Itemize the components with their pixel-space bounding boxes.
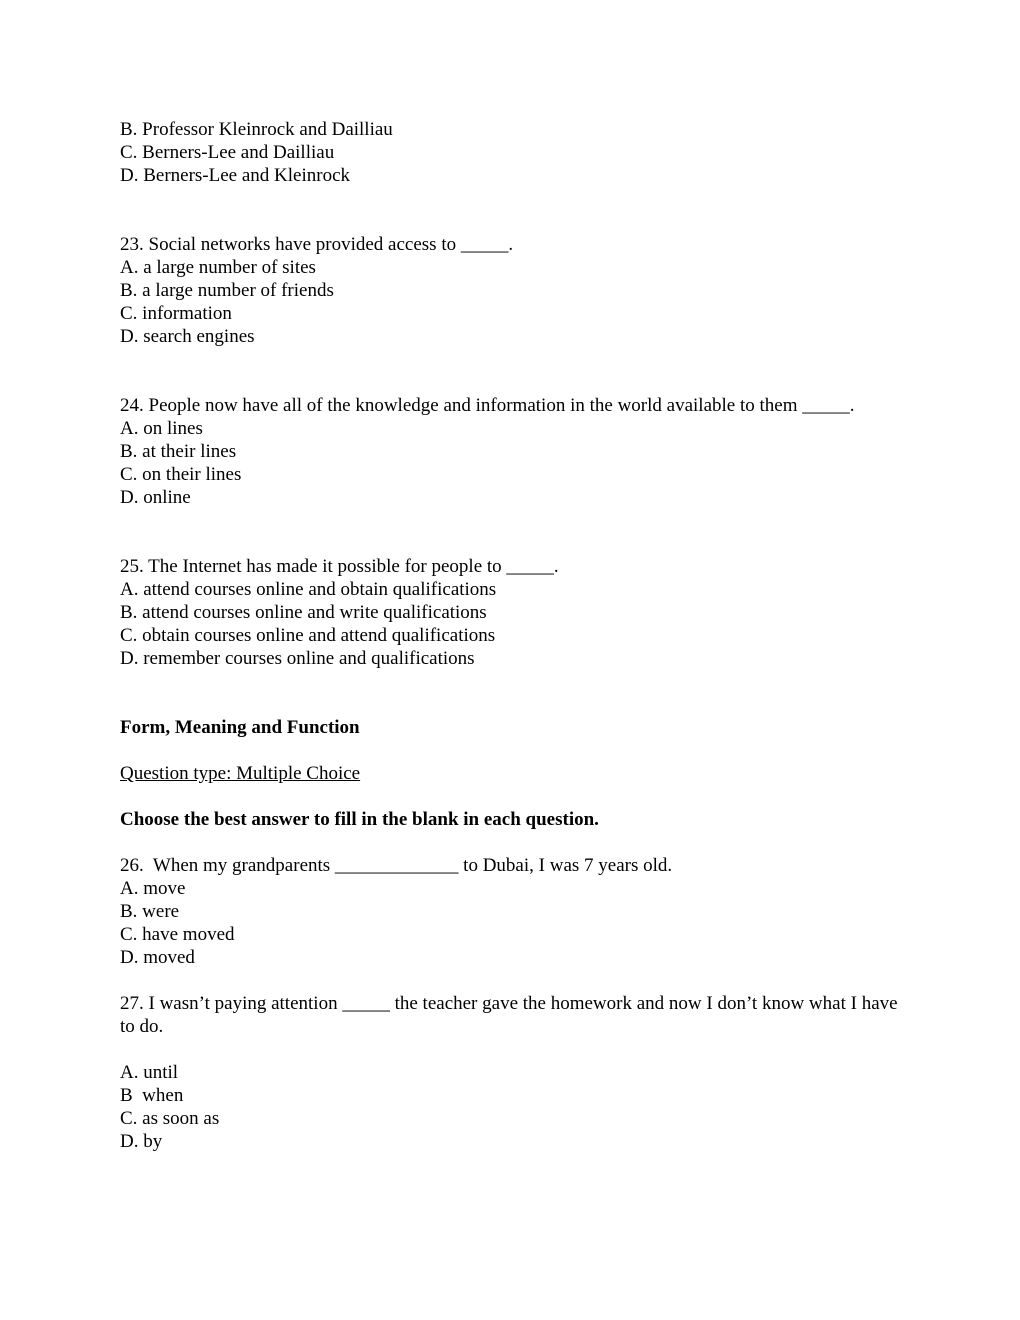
option-23-b: B. a large number of friends [120,280,334,301]
option-24-b: B. at their lines [120,441,237,462]
document-page [120,118,910,1153]
option-27-b: B when [120,1085,184,1106]
option-25-c: C. obtain courses online and attend qualifications [120,625,496,646]
spacer [120,785,910,808]
option-26-b: B. were [120,901,180,922]
section-title: Form, Meaning and Function [120,717,360,738]
option-27-a: A. until [120,1062,179,1083]
question-25-stem: 25. The Internet has made it possible for people to _____. [120,556,559,577]
option-25-b: B. attend courses online and write qualifications [120,602,487,623]
question-26-stem: 26. When my grandparents _____________ to Dubai, I was 7 years old. [120,855,673,876]
spacer [120,187,910,233]
option-22-d: D. Berners-Lee and Kleinrock [120,165,351,186]
spacer [120,509,910,555]
question-22-options [120,118,910,187]
question-23-stem: 23. Social networks have provided access to _____. [120,234,514,255]
option-24-d: D. online [120,487,191,508]
spacer [120,831,910,854]
option-26-d: D. moved [120,947,195,968]
option-23-c: C. information [120,303,232,324]
option-27-c: C. as soon as [120,1108,220,1129]
option-25-d: D. remember courses online and qualifications [120,648,475,669]
option-22-b: B. Professor Kleinrock and Dailliau [120,119,393,140]
option-23-d: D. search engines [120,326,255,347]
question-25 [120,555,910,670]
question-27 [120,992,910,1153]
option-26-a: A. move [120,878,186,899]
question-24-stem: 24. People now have all of the knowledge and information in the world available to them _____. [120,395,855,416]
option-22-c: C. Berners-Lee and Dailliau [120,142,335,163]
question-26 [120,854,910,969]
option-24-a: A. on lines [120,418,203,439]
question-24 [120,394,910,509]
option-26-c: C. have moved [120,924,235,945]
spacer [120,1038,910,1061]
option-24-c: C. on their lines [120,464,242,485]
option-23-a: A. a large number of sites [120,257,316,278]
option-25-a: A. attend courses online and obtain qualifications [120,579,497,600]
instruction-text: Choose the best answer to fill in the blank in each question. [120,809,599,830]
question-type-label: Question type: Multiple Choice [120,763,361,784]
option-27-d: D. by [120,1131,163,1152]
spacer [120,670,910,716]
question-23 [120,233,910,348]
question-27-stem: 27. I wasn’t paying attention _____ the teacher gave the homework and now I don’t know what I have to do. [120,993,898,1037]
spacer [120,348,910,394]
spacer [120,969,910,992]
spacer [120,739,910,762]
